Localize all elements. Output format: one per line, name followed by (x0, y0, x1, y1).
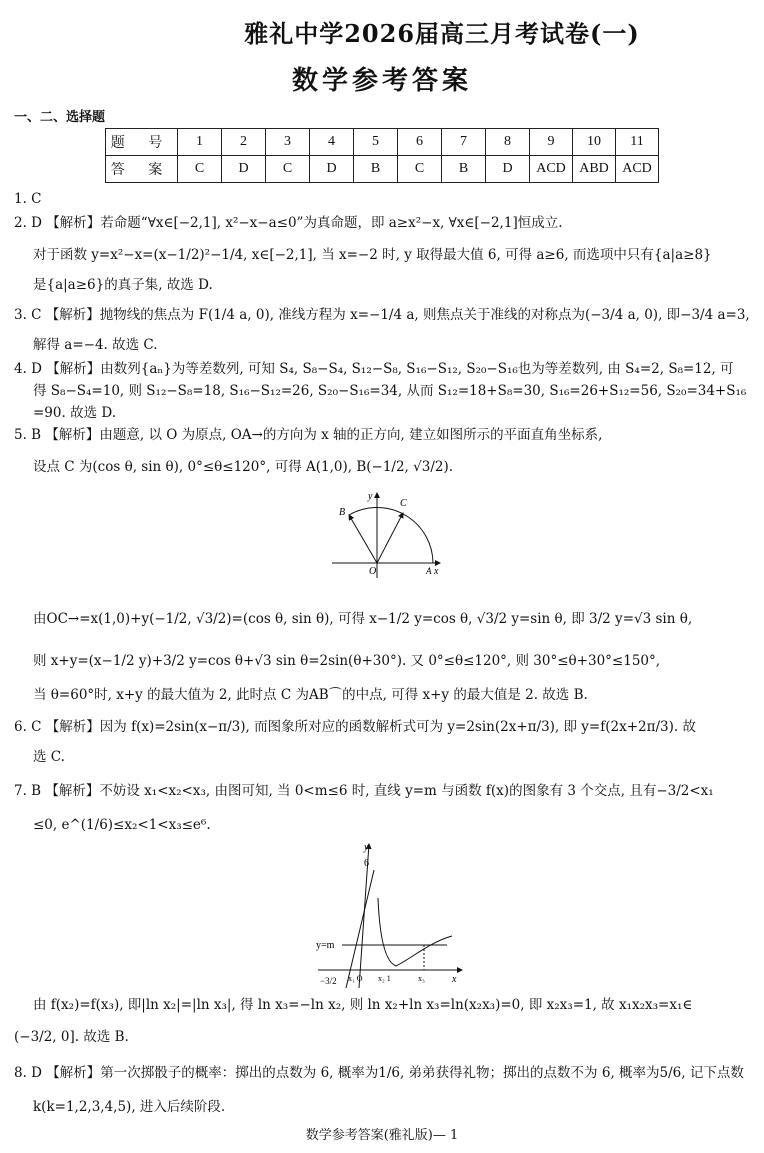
vector-oc (377, 513, 403, 563)
answer-cell: D (486, 156, 530, 183)
solution-line: 1. C (14, 191, 42, 207)
solution-line: 对于函数 y=x²−x=(x−1/2)²−1/4, x∈[−2,1], 当 x=−2 时, y 取得最大值 6, 可得 a≥6, 而选项中只有{a|a≥8} (33, 247, 712, 263)
answer-cell: B (442, 156, 486, 183)
solution-line: 7. B 【解析】不妨设 x₁<x₂<x₃, 由图可知, 当 0<m≤6 时, 直线 y=m 与函数 f(x)的图象有 3 个交点, 且有−3/2<x₁ (14, 783, 714, 799)
function-graph (312, 838, 472, 990)
page-subtitle: 数学参考答案 (291, 66, 472, 96)
solution-line: 由OC→=x(1,0)+y(−1/2, √3/2)=(cos θ, sin θ), 可得 x−1/2 y=cos θ, √3/2 y=sin θ, 即 3/2 y=√3 sin θ, (33, 611, 693, 627)
question-number: 1 (178, 129, 222, 156)
question-number: 10 (573, 129, 616, 156)
solution-line: ≤0, e^(1/6)≤x₂<1<x₃≤e⁶. (33, 817, 211, 833)
answer-cell: B (354, 156, 398, 183)
tick-label-neg32: −3/2 (320, 976, 337, 986)
answer-cell: ACD (530, 156, 573, 183)
solution-line: 设点 C 为(cos θ, sin θ), 0°≤θ≤120°, 可得 A(1,0), B(−1/2, √3/2). (33, 459, 454, 475)
solution-line: (−3/2, 0]. 故选 B. (14, 1029, 129, 1045)
solution-line: =90. 故选 D. (33, 405, 116, 421)
axis-label-x: x (452, 974, 457, 985)
axis-label-y: y (368, 491, 373, 502)
solution-line: 4. D 【解析】由数列{aₙ}为等差数列, 可知 S₄, S₈−S₄, S₁₂−S₈, S₁₆−S₁₂, S₂₀−S₁₆也为等差数列, 由 S₄=2, S₈=12, 可 (14, 361, 734, 377)
exam-title: 雅礼中学2026届高三月考试卷(一) (244, 19, 640, 48)
question-number: 4 (310, 129, 354, 156)
solution-line: 是{a|a≥6}的真子集, 故选 D. (33, 277, 213, 293)
question-number: 8 (486, 129, 530, 156)
section-label: 一、二、选择题 (14, 110, 106, 125)
point-label-b: B (339, 507, 346, 518)
axis-label-y: y (364, 842, 369, 853)
solution-line: 2. D 【解析】若命题“∀x∈[−2,1], x²−x−a≤0”为真命题，即 a≥x²−x, ∀x∈[−2,1]恒成立. (14, 215, 563, 231)
solution-line: 当 θ=60°时, x+y 的最大值为 2, 此时点 C 为AB⌒的中点, 可得 x+y 的最大值是 2. 故选 B. (33, 687, 588, 703)
answer-cell: ABD (573, 156, 616, 183)
line-label: y=m (316, 940, 335, 951)
curve-ln-branch (378, 898, 452, 966)
answer-table (105, 128, 659, 183)
question-number: 5 (354, 129, 398, 156)
origin-label: O (369, 566, 377, 577)
question-number: 2 (222, 129, 266, 156)
point-label-x2: x₂ 1 (378, 974, 391, 983)
table-row (106, 156, 659, 183)
point-label-x3: x₃ (418, 974, 425, 983)
solution-line: 得 S₈−S₄=10, 则 S₁₂−S₈=18, S₁₆−S₁₂=26, S₂₀−S₁₆=34, 从而 S₁₂=18+S₈=30, S₁₆=26+S₁₂=56, S₂₀=34+S₁₆ (33, 383, 747, 399)
solution-line: 由 f(x₂)=f(x₃), 即|ln x₂|=|ln x₃|, 得 ln x₃=−ln x₂, 则 ln x₂+ln x₃=ln(x₂x₃)=0, 即 x₂x₃=1, 故 x₁x₂x₃=x₁∈ (33, 997, 693, 1013)
solution-line: 8. D 【解析】第一次掷骰子的概率：掷出的点数为 6, 概率为1/6, 弟弟获得礼物；掷出的点数不为 6, 概率为5/6, 记下点数 (14, 1065, 744, 1081)
answer-cell: ACD (616, 156, 659, 183)
solution-line: 6. C 【解析】因为 f(x)=2sin(x−π/3), 而图象所对应的函数解析式可为 y=2sin(2x+π/3), 即 y=f(2x+2π/3). 故 (14, 719, 696, 735)
vector-diagram (330, 488, 450, 580)
question-number: 9 (530, 129, 573, 156)
vector-ob (349, 515, 377, 563)
row-header: 答 案 (106, 156, 178, 183)
point-label-a: A (426, 566, 432, 576)
answer-cell: C (178, 156, 222, 183)
answer-cell: D (222, 156, 266, 183)
tick-label-6: 6 (364, 858, 369, 869)
answer-cell: C (398, 156, 442, 183)
page-footer: 数学参考答案(雅礼版)— 1 (305, 1128, 459, 1143)
row-header: 题 号 (106, 129, 178, 156)
question-number: 7 (442, 129, 486, 156)
table-row (106, 129, 659, 156)
solution-line: k(k=1,2,3,4,5), 进入后续阶段. (33, 1099, 226, 1115)
point-label-x1: x₁ O (348, 974, 363, 983)
solution-line: 3. C 【解析】抛物线的焦点为 F(1/4 a, 0), 准线方程为 x=−1/4 a, 则焦点关于准线的对称点为(−3/4 a, 0), 即−3/4 a=3, (14, 307, 750, 323)
question-number: 11 (616, 129, 659, 156)
answer-cell: D (310, 156, 354, 183)
point-label-c: C (400, 498, 407, 509)
question-number: 6 (398, 129, 442, 156)
solution-line: 5. B 【解析】由题意, 以 O 为原点, OA→的方向为 x 轴的正方向, 建立如图所示的平面直角坐标系, (14, 427, 603, 443)
question-number: 3 (266, 129, 310, 156)
answer-cell: C (266, 156, 310, 183)
axis-label-x: x (434, 566, 439, 577)
solution-line: 则 x+y=(x−1/2 y)+3/2 y=cos θ+√3 sin θ=2sin(θ+30°). 又 0°≤θ≤120°, 则 30°≤θ+30°≤150°, (33, 653, 661, 669)
solution-line: 解得 a=−4. 故选 C. (33, 337, 158, 353)
solution-line: 选 C. (33, 749, 65, 765)
